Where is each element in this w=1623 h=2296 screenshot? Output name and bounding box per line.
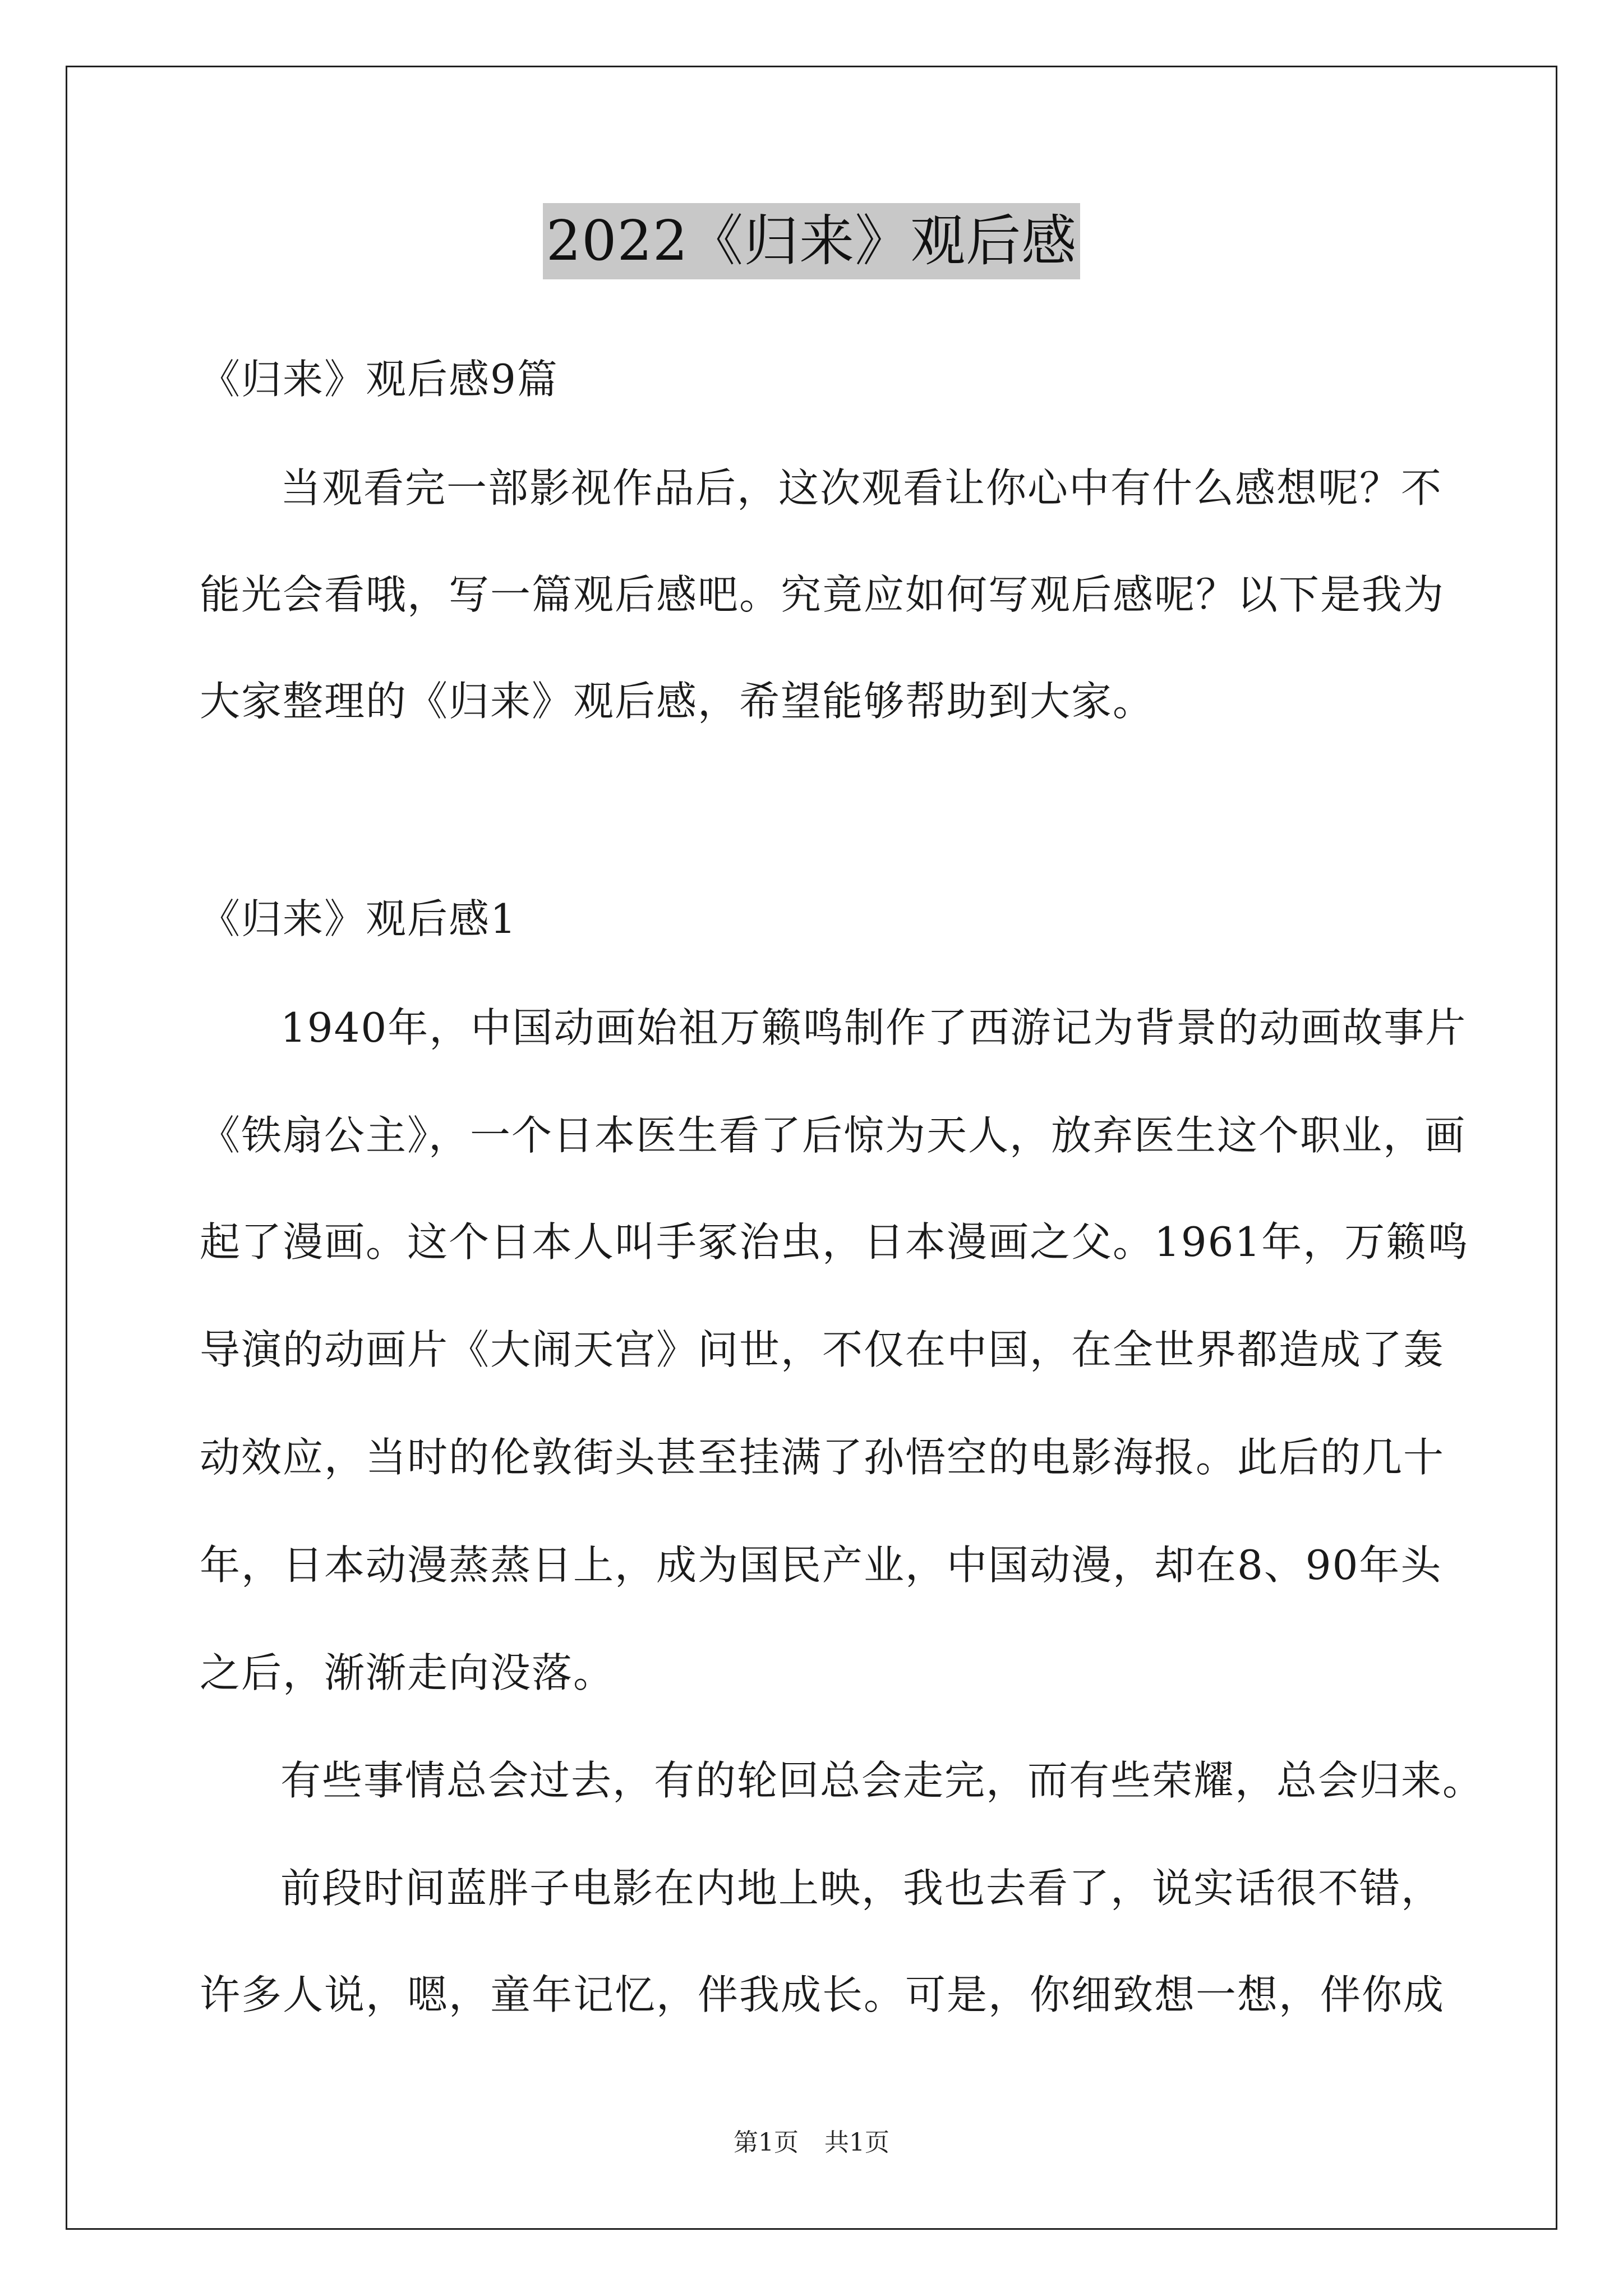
intro-line: 能光会看哦，写一篇观后感吧。究竟应如何写观后感呢？以下是我为 xyxy=(200,571,1445,618)
title-wrap xyxy=(0,203,1623,279)
section-heading: 《归来》观后感1 xyxy=(200,895,517,942)
body-line: 许多人说，嗯，童年记忆，伴我成长。可是，你细致想一想，伴你成 xyxy=(200,1971,1445,2018)
body-line: 起了漫画。这个日本人叫手冢治虫，日本漫画之父。1961年，万籁鸣 xyxy=(200,1218,1469,1266)
page-footer xyxy=(0,2126,1623,2160)
page-number: 第1页 xyxy=(734,2128,799,2157)
page-total: 共1页 xyxy=(824,2128,889,2157)
body-line: 1940年，中国动画始祖万籁鸣制作了西游记为背景的动画故事片 xyxy=(280,1004,1467,1051)
body-line: 前段时间蓝胖子电影在内地上映，我也去看了，说实话很不错， xyxy=(280,1865,1443,1912)
subtitle: 《归来》观后感9篇 xyxy=(200,356,559,403)
body-line: 有些事情总会过去，有的轮回总会走完，而有些荣耀，总会归来。 xyxy=(280,1757,1484,1804)
intro-line: 大家整理的《归来》观后感，希望能够帮助到大家。 xyxy=(200,678,1155,725)
body-line: 之后，渐渐走向没落。 xyxy=(200,1649,615,1696)
document-title: 2022《归来》观后感 xyxy=(543,203,1080,279)
body-line: 动效应，当时的伦敦街头甚至挂满了孙悟空的电影海报。此后的几十 xyxy=(200,1434,1445,1481)
body-line: 年，日本动漫蒸蒸日上，成为国民产业，中国动漫，却在8、90年头 xyxy=(200,1542,1442,1589)
body-line: 《铁扇公主》，一个日本医生看了后惊为天人，放弃医生这个职业，画 xyxy=(200,1112,1467,1159)
body-line: 导演的动画片《大闹天宫》问世，不仅在中国，在全世界都造成了轰 xyxy=(200,1326,1445,1373)
intro-line: 当观看完一部影视作品后，这次观看让你心中有什么感想呢？不 xyxy=(280,464,1443,512)
